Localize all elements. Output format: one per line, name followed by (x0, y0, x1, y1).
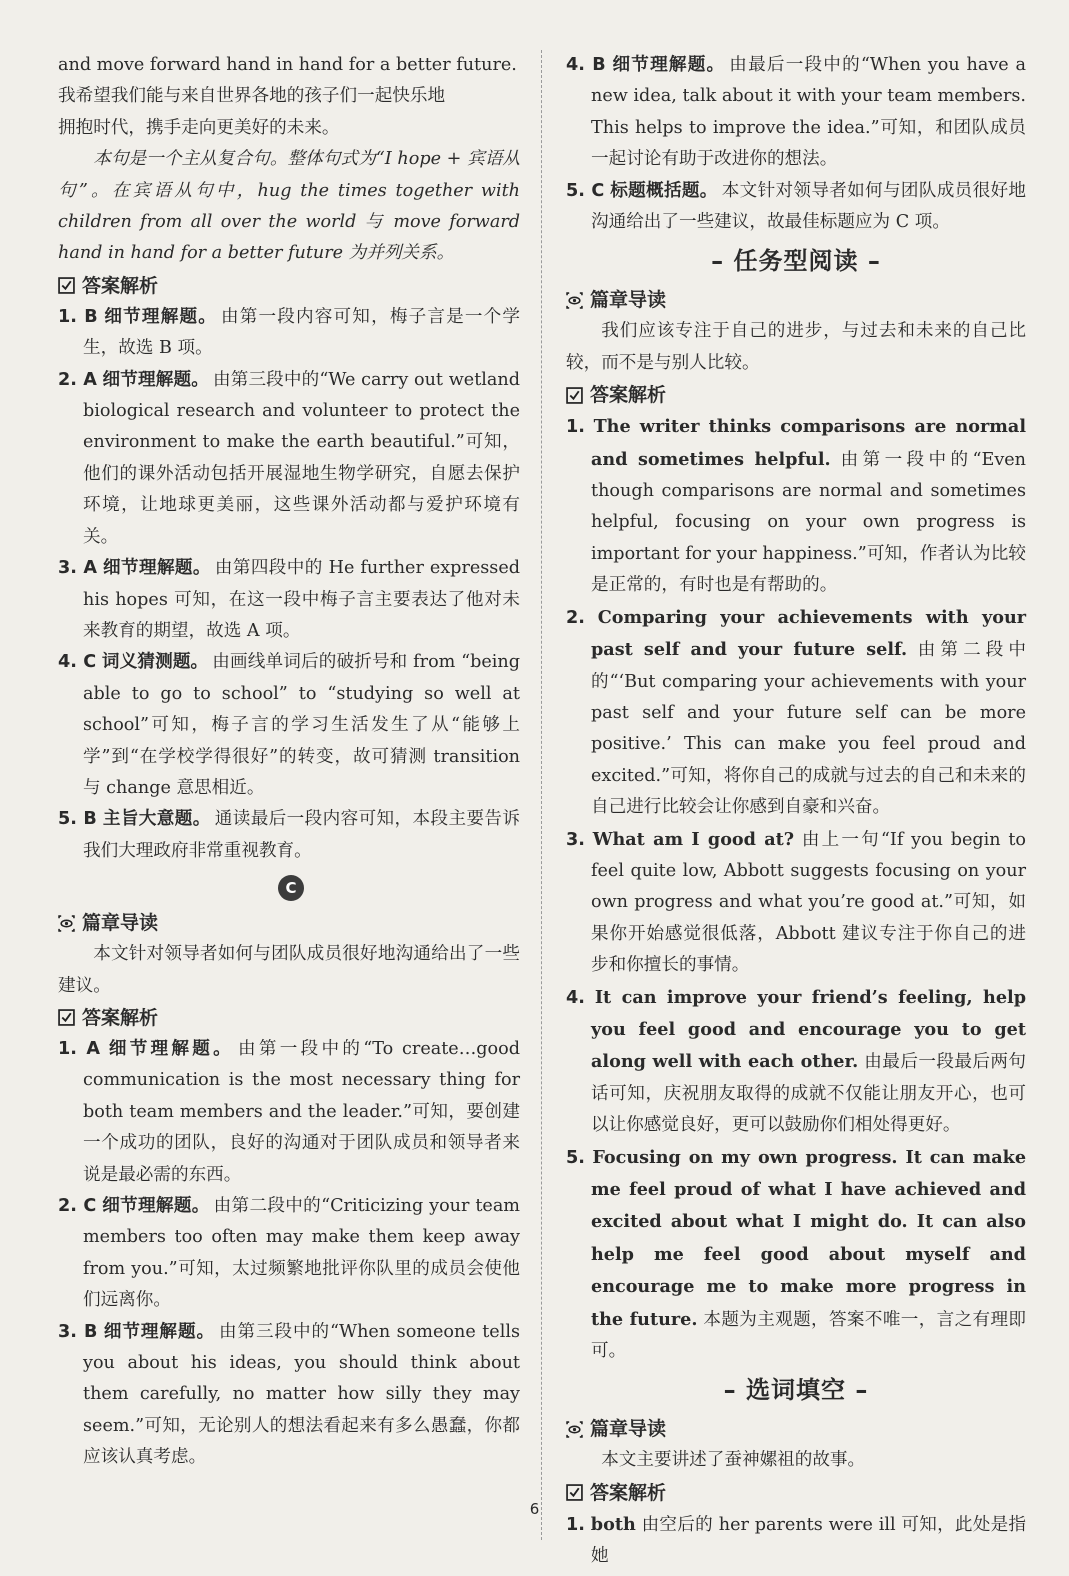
intro-line: 拥抱时代，携手走向更美好的未来。 (58, 117, 340, 138)
answer-item: 5. C 标题概括题。 本文针对领导者如何与团队成员很好地沟通给出了一些建议，故最佳标题应为 C 项。 (566, 180, 1026, 233)
grammar-note: 本句是一个主从复合句。整体句式为“I hope + 宾语从句”。在宾语从句中，hug the times together with children from all over the world 与 move forward hand in hand for a better future 为并列关系。 (58, 149, 520, 264)
eye-icon (566, 292, 583, 309)
answer-item: 1. B 细节理解题。 由第一段内容可知，梅子言是一个学生，故选 B 项。 (58, 306, 520, 359)
answer-item: 4. It can improve your friend’s feeling, help you feel good and encourage you to get along well with each other. 由最后一段最后两句话可知，庆祝朋友取得的成就不仅能让朋友开心，也可以让你感觉良好，更可以鼓励你们相处得更好。 (566, 986, 1026, 1136)
guide-heading (566, 1413, 1026, 1445)
guide-text: 本文针对领导者如何与团队成员很好地沟通给出了一些建议。 (58, 944, 520, 996)
answer-item: 3. A 细节理解题。 由第四段中的 He further expressed his hopes 可知，在这一段中梅子言主要表达了他对未来教育的期望，故选 A 项。 (58, 558, 520, 641)
section-title-task-reading: – 任务型阅读 – (711, 247, 881, 276)
passage-badge: C (278, 875, 304, 901)
answer-item: 2. A 细节理解题。 由第三段中的“We carry out wetland biological research and volunteer to protect the environment to make the earth beautiful.”可知，他们的课外活动包括开展湿地生物学研究，自愿去保护环境，让地球更美丽，这些课外活动都与爱护环境有关。 (58, 369, 520, 547)
guide-heading-label: 篇章导读 (82, 912, 159, 935)
guide-text: 本文主要讲述了蚕神嫘祖的故事。 (601, 1450, 866, 1471)
checkbox-icon (58, 1009, 75, 1026)
eye-icon (566, 1421, 583, 1438)
answer-heading-label: 答案解析 (82, 1006, 159, 1029)
answer-heading-label: 答案解析 (82, 274, 159, 297)
guide-heading (566, 284, 1026, 316)
answer-heading-label: 答案解析 (590, 1481, 667, 1504)
guide-heading-label: 篇章导读 (590, 1418, 667, 1441)
answer-heading (58, 1002, 520, 1034)
answer-item: 5. Focusing on my own progress. It can make me feel proud of what I have achieved and excited about what I might do. It can also help me feel good about myself and encourage me to make more progress in the future. 本题为主观题，答案不唯一，言之有理即可。 (566, 1146, 1027, 1362)
checkbox-icon (566, 1484, 583, 1501)
intro-line: 我希望我们能与来自世界各地的孩子们一起快乐地 (58, 86, 446, 107)
left-column (58, 50, 520, 1474)
column-divider (541, 50, 542, 1540)
answer-heading (566, 379, 1026, 411)
answer-item: 3. B 细节理解题。 由第三段中的“When someone tells you about his ideas, you should think about them carefully, no matter how silly they may seem.”可知，无论别人的想法看起来有多么愚蠢，你都应该认真考虑。 (58, 1321, 521, 1468)
answer-item: 1. The writer thinks comparisons are normal and sometimes helpful. 由第一段中的“Even though comparisons are normal and sometimes helpful, focusing on your own progress is important for your happiness.”可知，作者认为比较是正常的，有时也是有帮助的。 (566, 416, 1027, 596)
intro-line: and move forward hand in hand for a better future. (58, 55, 517, 75)
guide-heading (58, 907, 520, 939)
checkbox-icon (566, 387, 583, 404)
answer-item: 5. B 主旨大意题。 通读最后一段内容可知，本段主要告诉我们大理政府非常重视教育。 (58, 809, 520, 861)
answer-item: 3. What am I good at? 由上一句“If you begin to feel quite low, Abbott suggests focusing on your own progress and what you’re good at.”可知，如果你开始感觉很低落，Abbott 建议专注于你自己的进步和你擅长的事情。 (566, 828, 1027, 976)
guide-text: 我们应该专注于自己的进步，与过去和未来的自己比较，而不是与别人比较。 (566, 321, 1026, 373)
answer-heading-label: 答案解析 (590, 384, 667, 407)
right-column (566, 50, 1026, 1573)
section-title-word-fill: – 选词填空 – (723, 1376, 869, 1405)
eye-icon (58, 915, 75, 932)
answer-item: 2. Comparing your achievements with your past self and your future self. 由第二段中的“‘But comparing your achievements with your past self and your future self can be more positive.’ This can make you feel proud and excited.”可知，将你自己的成就与过去的自己和未来的自己进行比较会让你感到自豪和兴奋。 (566, 606, 1026, 818)
answer-heading (58, 270, 520, 302)
answer-item: 2. C 细节理解题。 由第二段中的“Criticizing your team members too often may make them keep away from you.”可知，太过频繁地批评你队里的成员会使他们远离你。 (58, 1196, 520, 1311)
checkbox-icon (58, 277, 75, 294)
answer-item: 1. A 细节理解题。 由第一段中的“To create…good communication is the most necessary thing for both team members and the leader.”可知，要创建一个成功的团队，良好的沟通对于团队成员和领导者来说是最必需的东西。 (58, 1038, 521, 1185)
answer-item: 1. both 由空后的 her parents were ill 可知，此处是指她 (566, 1513, 1027, 1567)
page-number: 6 (529, 1500, 540, 1518)
guide-heading-label: 篇章导读 (590, 289, 667, 312)
answer-item: 4. C 词义猜测题。 由画线单词后的破折号和 from “being able to go to school” to “studying so well at school”可知，梅子言的学习生活发生了从“能够上学”到“在学校学得很好”的转变，故可猜测 transition 与 change 意思相近。 (58, 652, 520, 798)
answer-item: 4. B 细节理解题。 由最后一段中的“When you have a new idea, talk about it with your team members. This helps to improve the idea.”可知，和团队成员一起讨论有助于改进你的想法。 (566, 55, 1026, 170)
